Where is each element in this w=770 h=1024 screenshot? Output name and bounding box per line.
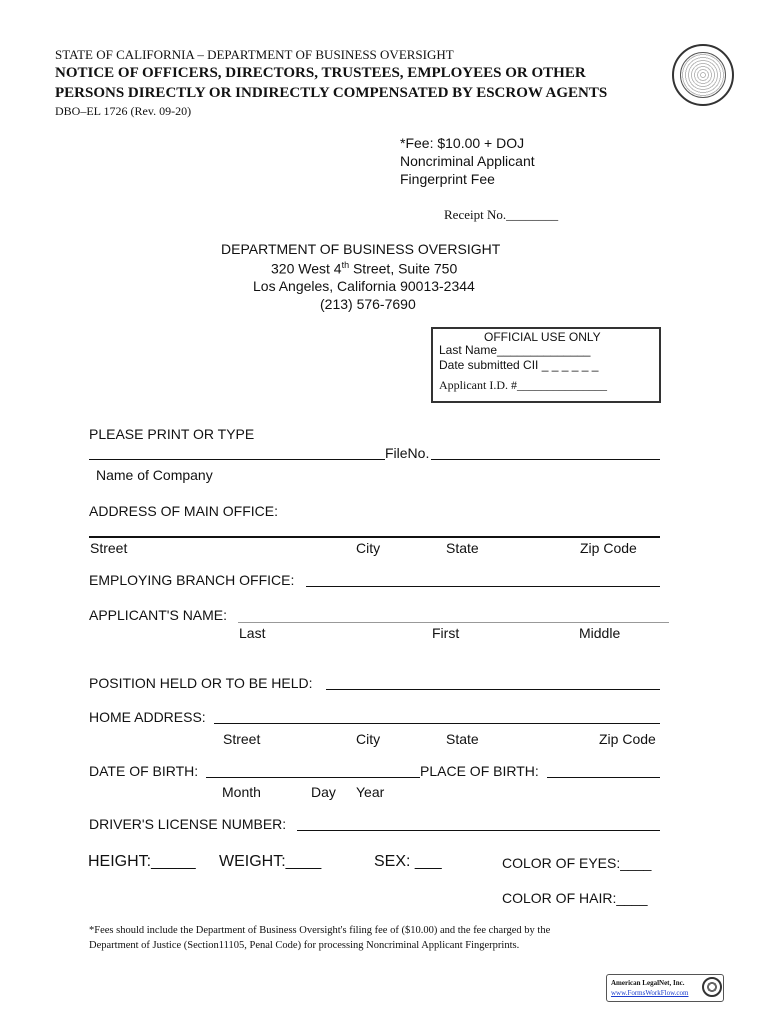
weight-field[interactable]: WEIGHT:____ — [219, 853, 322, 870]
employing-branch-field[interactable] — [306, 586, 660, 587]
home-col-zip: Zip Code — [599, 731, 656, 747]
home-address-label: HOME ADDRESS: — [89, 709, 206, 725]
place-of-birth-field[interactable] — [547, 777, 660, 778]
publisher-url[interactable]: www.FormsWorkFlow.com — [611, 989, 689, 997]
addr-col-city: City — [356, 540, 381, 556]
dept-name: DEPARTMENT OF BUSINESS OVERSIGHT — [221, 241, 501, 257]
home-col-state: State — [446, 731, 479, 747]
eye-color-field[interactable]: COLOR OF EYES:____ — [502, 855, 652, 871]
date-of-birth-label: DATE OF BIRTH: — [89, 763, 199, 779]
home-address-field[interactable] — [214, 723, 660, 724]
name-of-company-label: Name of Company — [96, 467, 213, 483]
state-seal-icon — [672, 44, 734, 106]
agency-line: STATE OF CALIFORNIA – DEPARTMENT OF BUSINESS OVERSIGHT — [55, 47, 454, 62]
name-col-last: Last — [239, 625, 266, 641]
fee-line1: *Fee: $10.00 + DOJ — [400, 135, 525, 151]
official-use-title: OFFICIAL USE ONLY — [484, 330, 601, 344]
official-last-name: Last Name______________ — [439, 343, 591, 357]
drivers-license-label: DRIVER'S LICENSE NUMBER: — [89, 816, 287, 832]
dob-col-day: Day — [311, 784, 336, 800]
dept-phone: (213) 576-7690 — [320, 296, 416, 312]
applicant-name-field[interactable] — [238, 622, 669, 623]
official-applicant-id: Applicant I.D. #_______________ — [439, 378, 607, 392]
position-held-label: POSITION HELD OR TO BE HELD: — [89, 675, 313, 691]
addr-col-zip: Zip Code — [580, 540, 637, 556]
addr-col-street: Street — [90, 540, 128, 556]
footnote-line1: *Fees should include the Department of Business Oversight's filing fee of ($10.00) and the fee charged by the — [89, 925, 551, 936]
form-number: DBO–EL 1726 (Rev. 09-20) — [55, 104, 192, 118]
globe-icon — [702, 977, 722, 997]
dob-col-year: Year — [356, 784, 385, 800]
home-col-street: Street — [223, 731, 261, 747]
drivers-license-field[interactable] — [297, 830, 660, 831]
main-office-field[interactable] — [89, 536, 660, 538]
fee-line2: Noncriminal Applicant — [400, 153, 535, 169]
file-no-label: FileNo. — [385, 445, 430, 461]
position-held-field[interactable] — [326, 689, 660, 690]
date-of-birth-field[interactable] — [206, 777, 420, 778]
applicant-name-label: APPLICANT'S NAME: — [89, 607, 228, 623]
place-of-birth-label: PLACE OF BIRTH: — [420, 763, 539, 779]
sex-field[interactable]: SEX: ___ — [374, 853, 442, 870]
form-title-line2: PERSONS DIRECTLY OR INDIRECTLY COMPENSATED BY ESCROW AGENTS — [55, 85, 608, 101]
dob-col-month: Month — [222, 784, 261, 800]
fee-line3: Fingerprint Fee — [400, 171, 495, 187]
height-field[interactable]: HEIGHT:_____ — [88, 853, 196, 870]
dept-street: 320 West 4th Street, Suite 750 — [271, 260, 458, 277]
name-col-first: First — [432, 625, 460, 641]
company-name-field[interactable] — [89, 459, 385, 460]
footnote-line2: Department of Justice (Section11105, Penal Code) for processing Noncriminal Applicant Fingerprints. — [89, 940, 520, 951]
print-or-type: PLEASE PRINT OR TYPE — [89, 426, 255, 442]
form-title-line1: NOTICE OF OFFICERS, DIRECTORS, TRUSTEES, EMPLOYEES OR OTHER — [55, 65, 586, 81]
receipt-number: Receipt No.________ — [444, 207, 559, 222]
hair-color-field[interactable]: COLOR OF HAIR:____ — [502, 890, 648, 906]
main-office-label: ADDRESS OF MAIN OFFICE: — [89, 503, 279, 519]
home-col-city: City — [356, 731, 381, 747]
addr-col-state: State — [446, 540, 479, 556]
employing-branch-label: EMPLOYING BRANCH OFFICE: — [89, 572, 295, 588]
official-date-submitted: Date submitted CII _ _ _ _ _ _ — [439, 358, 599, 372]
publisher-name: American LegalNet, Inc. — [611, 979, 685, 987]
file-no-field[interactable] — [431, 459, 660, 460]
dept-city: Los Angeles, California 90013-2344 — [253, 278, 475, 294]
name-col-middle: Middle — [579, 625, 621, 641]
